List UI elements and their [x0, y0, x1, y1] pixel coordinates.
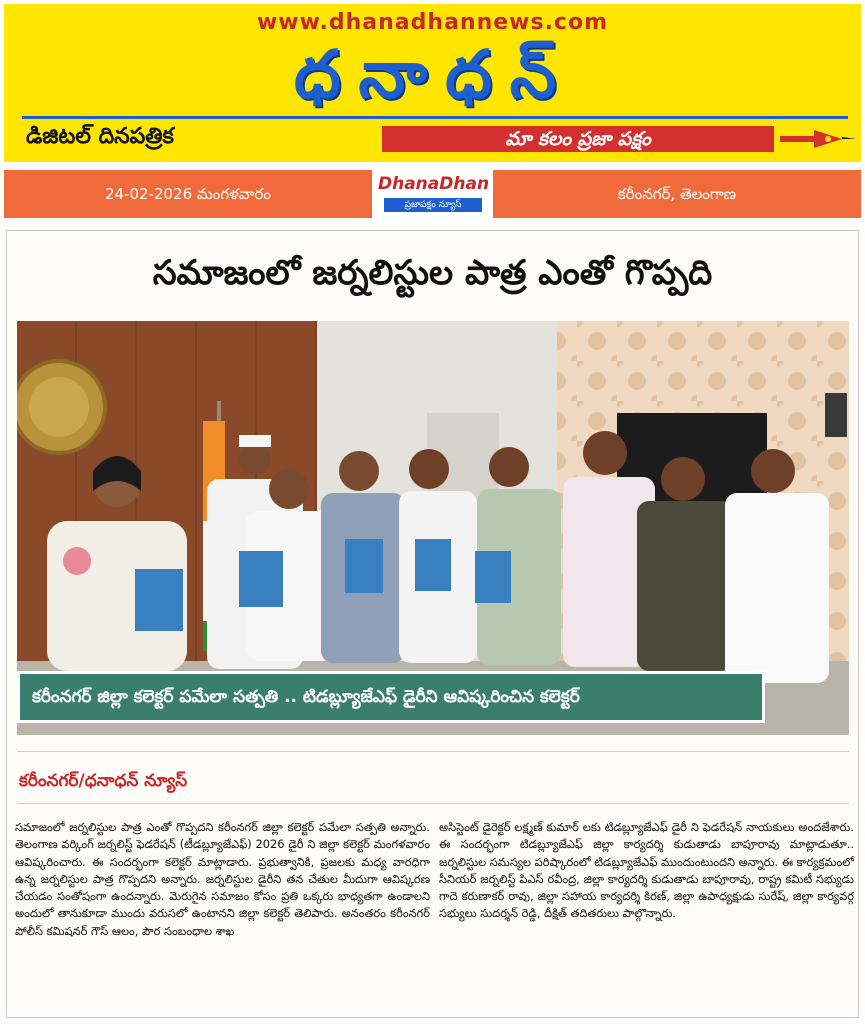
pen-nib-icon [780, 128, 858, 150]
byline-divider-bottom [17, 803, 849, 804]
masthead [4, 4, 861, 162]
tagline-digital-daily: డిజిటల్ దినపత్రిక [26, 124, 174, 149]
brand-divider [22, 116, 848, 119]
brand-logo: ధనాధన్ [293, 36, 575, 113]
site-url[interactable]: www.dhanadhannews.com [256, 10, 609, 35]
photo-caption: కరీంనగర్ జిల్లా కలెక్టర్ పమేలా సత్పతి .. టిడబ్ల్యూజేఎఫ్ డైరీని ఆవిష్కరించిన కలెక్టర్ [17, 671, 765, 723]
location-label: కరీంనగర్, తెలంగాణ [493, 170, 861, 218]
date-label: 24-02-2026 మంగళవారం [4, 170, 372, 218]
tagline-motto: మా కలం ప్రజా పక్షం [382, 126, 774, 152]
news-article [6, 230, 859, 1018]
date-location-bar [4, 170, 861, 220]
article-byline: కరీంనగర్/ధనాధన్ న్యూస్ [19, 771, 188, 791]
article-headline: సమాజంలో జర్నలిస్టుల పాత్ర ఎంతో గొప్పది [152, 253, 713, 293]
article-body-right-column: అసిస్టెంట్ డైరెక్టర్ లక్ష్మణ్ కుమార్ లకు టిడబ్ల్యూజేఎఫ్ డైరీ ని ఫెడరేషన్ నాయకులు అందజేశారు. ఈ సందర్భంగా టిడబ్ల్యూజేఎఫ్ జిల్లా కార్యదర్శి కుడుతాడు బాపూరావు మాట్లాడుతూ.. జర్నలిస్టుల సమస్యల పరిష్కారంలో టిడబ్ల్యూజేఎఫ్ ముందుంటుందని అన్నారు. ఈ కార్యక్రమంలో సీనియర్ జర్నలిస్ట్ పిఎస్ రవీంద్ర, జిల్లా కార్యదర్శి కుడుతాడు బాపూరావు, రాష్ట్ర కమిటీ సభ్యుడు గాదె కరుణాకర్ రావు, జిల్లా సహాయ కార్యదర్శి కిరణ్, జిల్లా ఉపాధ్యక్షుడు సురేష్, జిల్లా కార్యవర్గ సభ్యులు సుదర్శన్ రెడ్డి, దీక్షిత్ తదితరులు పాల్గొన్నారు. [439, 820, 854, 921]
small-logo-subtitle: ప్రజాపక్షం న్యూస్ [384, 198, 482, 212]
small-logo-wordmark: DhanaDhan [378, 174, 490, 194]
dhanadhan-small-logo [378, 172, 488, 216]
byline-divider-top [17, 751, 849, 752]
article-body-left-column: సమాజంలో జర్నలిస్టుల పాత్ర ఎంతో గొప్పదని కరీంనగర్ జిల్లా కలెక్టర్ పమేలా సత్పతి అన్నారు. తెలంగాణ వర్కింగ్ జర్నలిస్ట్ ఫెడరేషన్ (టీడబ్ల్యూజేఎఫ్) 2026 డైరీ ని జిల్లా కలెక్టర్ మంగళవారం ఆవిష్కరించారు. ఈ సందర్భంగా కలెక్టర్ మాట్లాడారు. ప్రభుత్వానికి, ప్రజలకు మధ్య వారధిగా ఉన్న జర్నలిస్టుల పాత్ర గొప్పదని అన్నారు. జర్నలిస్టుల డైరీని తన చేతుల మీదుగా ఆవిష్కరణ చేయడం సంతోషంగా ఉందన్నారు. మెరుగైన సమాజం కోసం ప్రతి ఒక్కరు భాధ్యతగా ఉండాలని అందులో తానుకూడా ముందు వరుసలో ఉంటానని జిల్లా కలెక్టర్ తెలిపారు. అనంతరం కరీంనగర్ పోలీస్ కమిషనర్ గౌస్ ఆలం, పౌర సంబంధాల శాఖ [15, 820, 430, 938]
